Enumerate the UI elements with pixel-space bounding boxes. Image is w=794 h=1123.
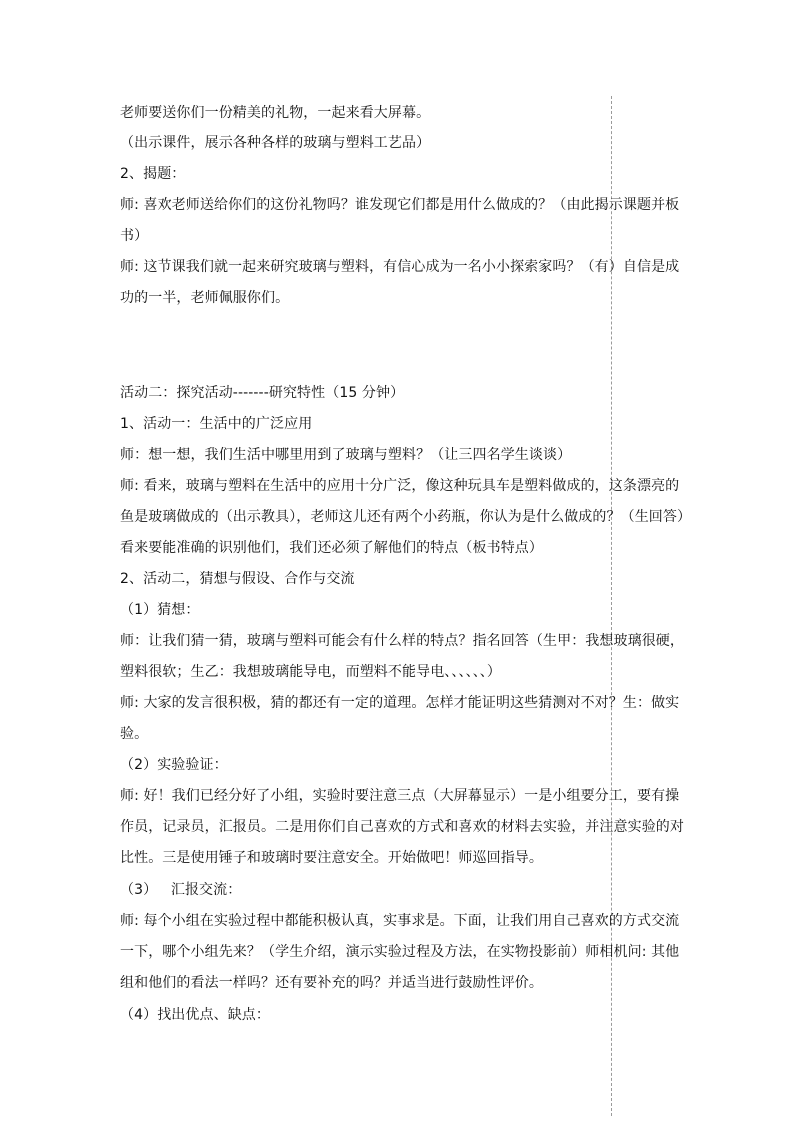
section-heading: 1、活动一：生活中的广泛应用 <box>120 416 313 432</box>
text-line: 师: 这节课我们就一起来研究玻璃与塑料，有信心成为一名小小探索家吗？（有）自信是成 <box>120 259 680 275</box>
text-line: 师: 每个小组在实验过程中都能积极认真，实事求是。下面，让我们用自己喜欢的方式交流 <box>120 913 680 929</box>
text-line: 看来要能准确的识别他们，我们还必须了解他们的特点（板书特点） <box>120 540 543 556</box>
text-line: 师: 喜欢老师送给你们的这份礼物吗？谁发现它们都是用什么做成的？（由此揭示课题并板 <box>120 197 680 213</box>
text-line: 一下，哪个小组先来？（学生介绍，演示实验过程及方法，在实物投影前）师相机问: 其他 <box>120 944 680 960</box>
text-line: 组和他们的看法一样吗？还有要补充的吗？并适当进行鼓励性评价。 <box>120 975 543 991</box>
text-line: 验。 <box>120 726 149 742</box>
text-line: 塑料很软；生乙：我想玻璃能导电，而塑料不能导电、、、、、、） <box>120 664 501 680</box>
text-line: 师: 大家的发言很积极，猜的都还有一定的道理。怎样才能证明这些猜测对不对？生：做实 <box>120 695 680 711</box>
activity-heading: 活动二：探究活动-------研究特性（15 分钟） <box>120 385 405 401</box>
text-line: 鱼是玻璃做成的（出示教具），老师这儿还有两个小药瓶，你认为是什么做成的？（生回答） <box>120 509 692 525</box>
subsection-heading: （2）实验验证： <box>120 757 228 773</box>
text-line: 书） <box>120 228 149 244</box>
subsection-heading: （3） 汇报交流： <box>120 882 242 898</box>
text-line: 作员，记录员，汇报员。二是用你们自己喜欢的方式和喜欢的材料去实验，并注意实验的对 <box>120 819 684 835</box>
section-heading: 2、揭题： <box>120 166 186 182</box>
text-line: （出示课件，展示各种各样的玻璃与塑料工艺品） <box>120 135 431 151</box>
text-line: 师：想一想，我们生活中哪里用到了玻璃与塑料？（让三四名学生谈谈） <box>120 447 572 463</box>
subsection-heading: （1）猜想： <box>120 602 200 618</box>
text-line: 老师要送你们一份精美的礼物，一起来看大屏幕。 <box>120 105 431 121</box>
text-line: 师: 看来，玻璃与塑料在生活中的应用十分广泛，像这种玩具车是塑料做成的，这条漂亮的 <box>120 478 680 494</box>
text-line: 师：让我们猜一猜，玻璃与塑料可能会有什么样的特点？指名回答（生甲：我想玻璃很硬， <box>120 633 684 649</box>
text-line: 比性。三是使用锤子和玻璃时要注意安全。开始做吧！师巡回指导。 <box>120 850 543 866</box>
subsection-heading: （4）找出优点、缺点： <box>120 1007 271 1023</box>
section-heading: 2、活动二，猜想与假设、合作与交流 <box>120 571 355 587</box>
text-line: 功的一半，老师佩服你们。 <box>120 290 290 306</box>
text-line: 师: 好！我们已经分好了小组，实验时要注意三点（大屏幕显示）一是小组要分工，要有操 <box>120 788 680 804</box>
